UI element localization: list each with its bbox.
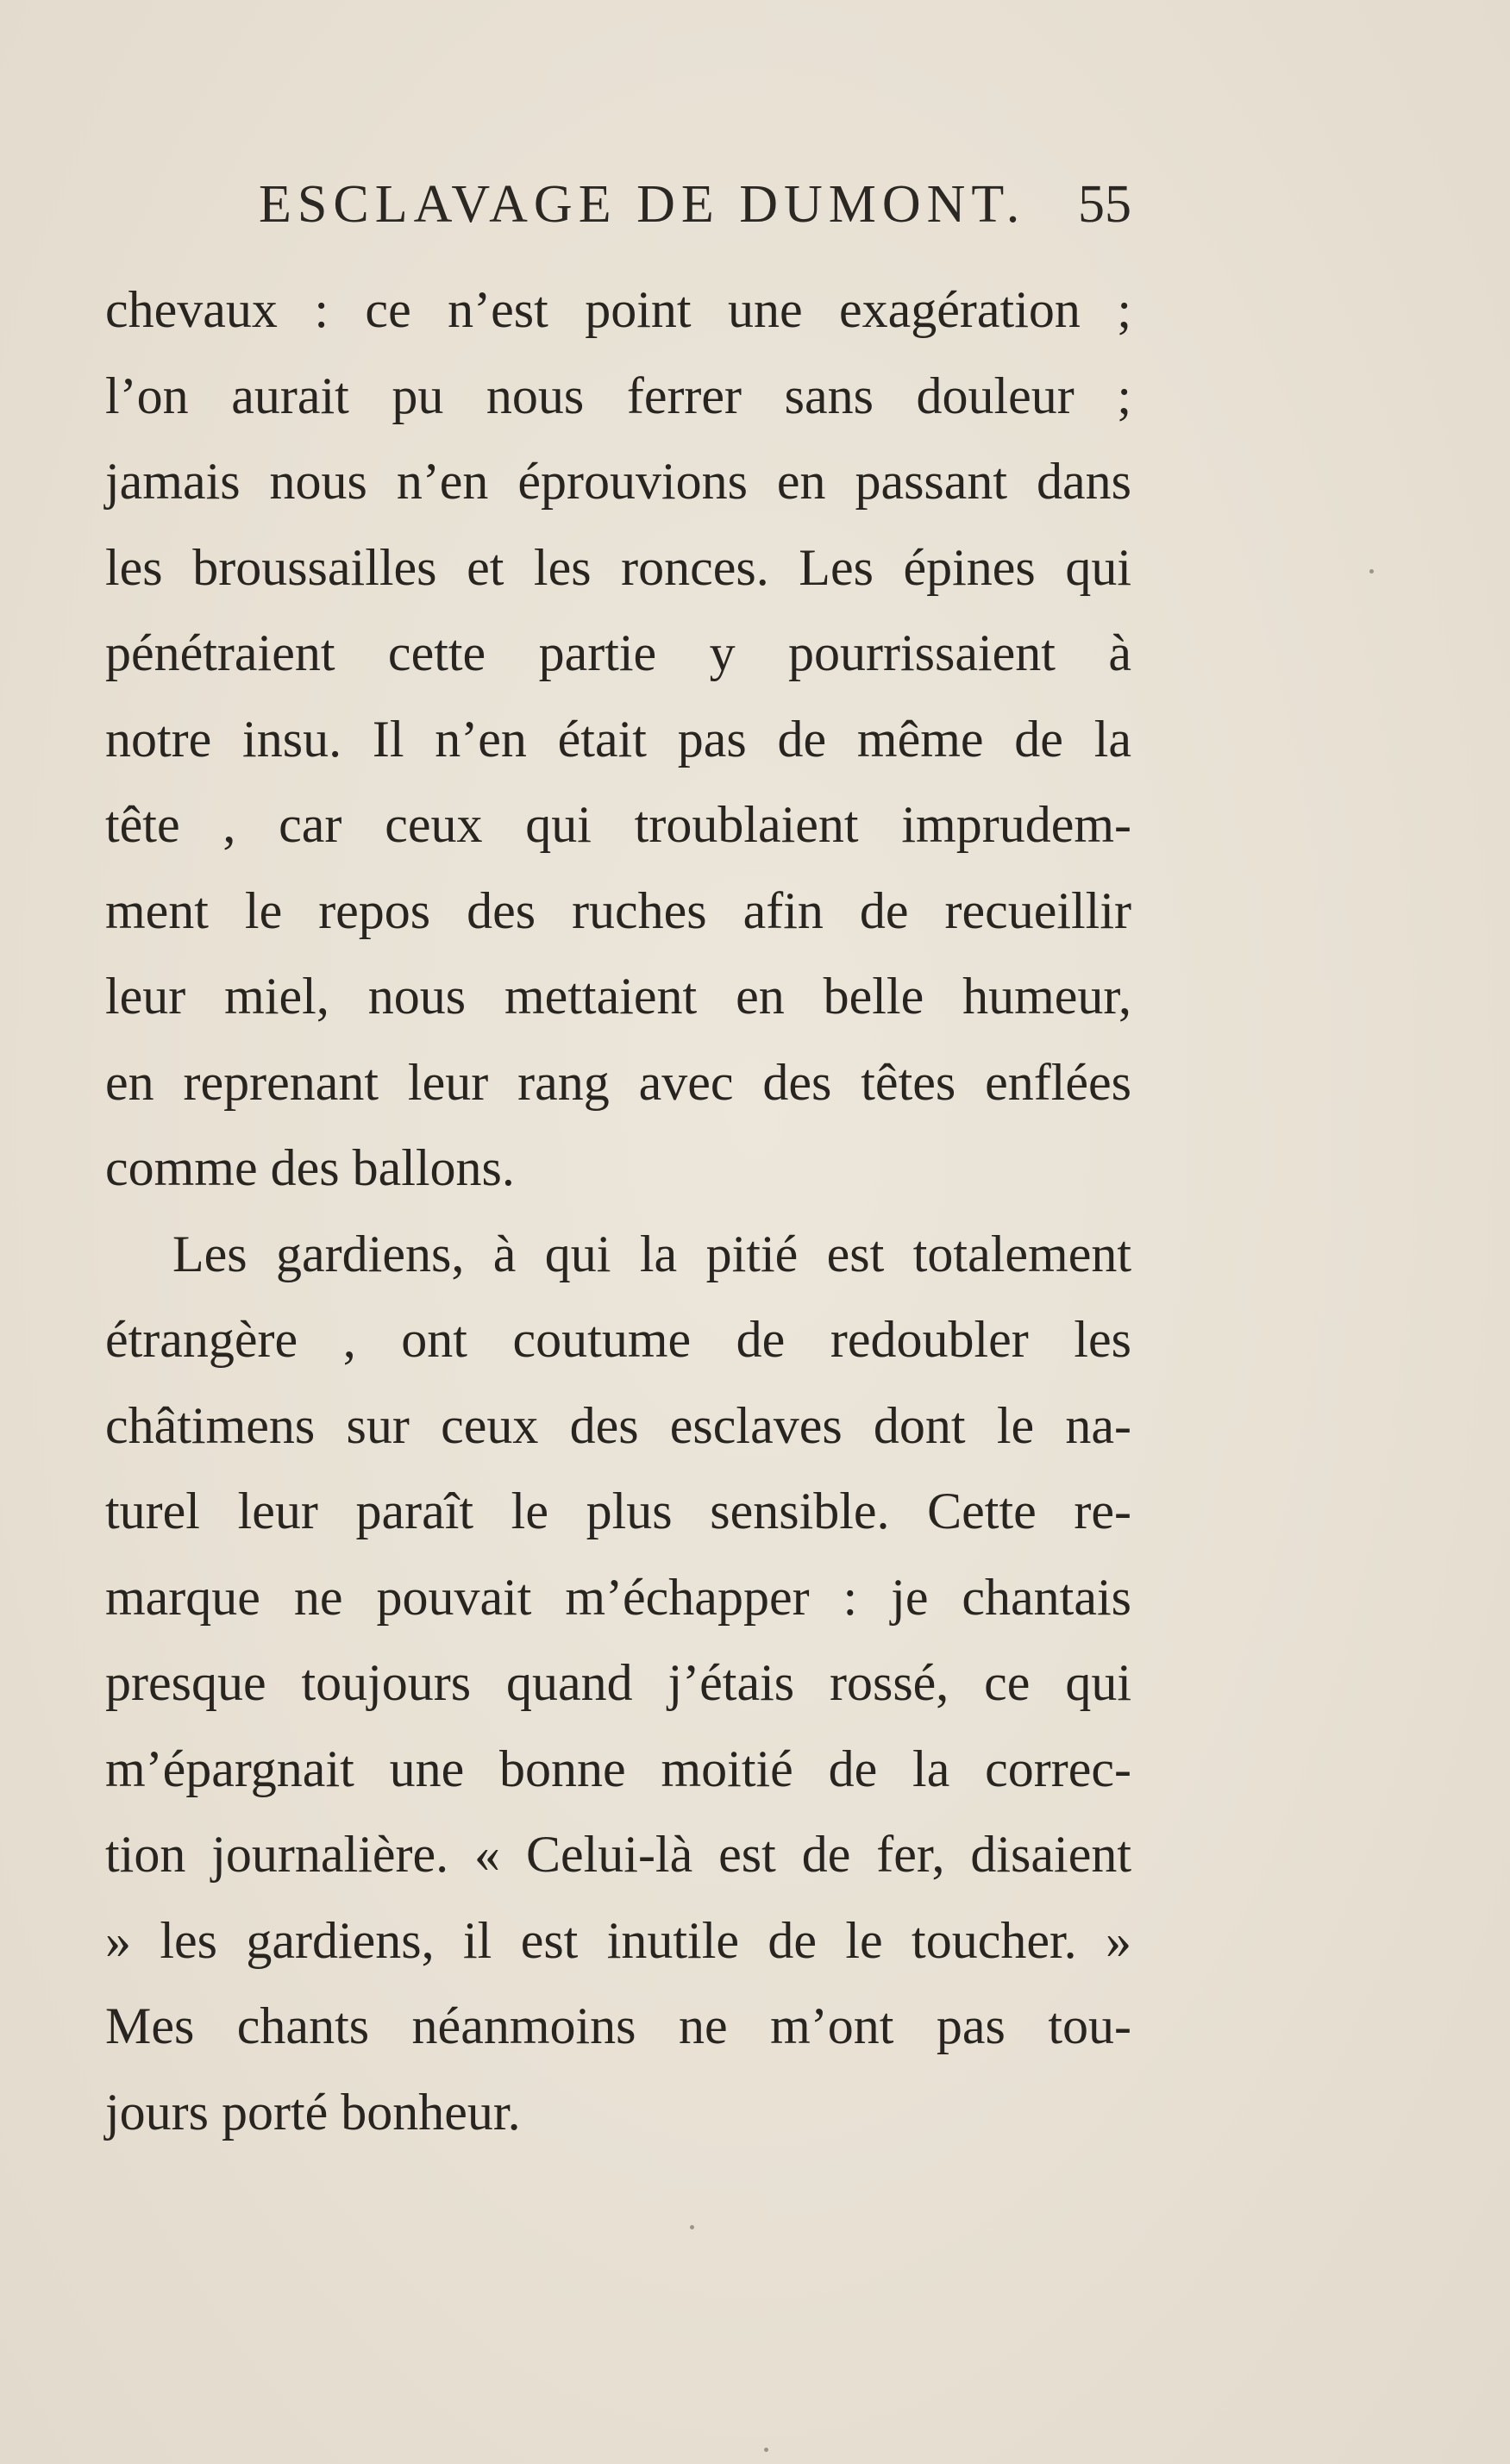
running-title: ESCLAVAGE DE DUMONT. <box>259 175 1026 234</box>
text-line: jamais nous n’en éprouvions en passant dans <box>105 453 1131 510</box>
text-line: Mes chants néanmoins ne m’ont pas tou- <box>105 1997 1131 2054</box>
text-line: les broussailles et les ronces. Les épines qui <box>105 538 1131 596</box>
text-line: presque toujours quand j’étais rossé, ce qui <box>105 1654 1131 1711</box>
page-header <box>259 164 1131 241</box>
text-line: m’épargnait une bonne moitié de la correc- <box>105 1740 1131 1797</box>
text-line: notre insu. Il n’en était pas de même de la <box>105 710 1131 768</box>
text-line: en reprenant leur rang avec des têtes enflées <box>105 1053 1131 1111</box>
text-line: turel leur paraît le plus sensible. Cette re- <box>105 1483 1131 1539</box>
text-line: jours porté bonheur. <box>105 2083 521 2141</box>
text-line: leur miel, nous mettaient en belle humeur, <box>105 968 1131 1025</box>
paper-speck <box>1369 569 1374 574</box>
text-line: châtimens sur ceux des esclaves dont le na- <box>105 1396 1131 1454</box>
paragraph-1 <box>105 267 1131 1212</box>
text-line: chevaux : ce n’est point une exagération ; <box>105 281 1131 338</box>
text-line: étrangère , ont coutume de redoubler les <box>105 1311 1131 1368</box>
paragraph-2 <box>105 1212 1131 2156</box>
paper-speck <box>764 2448 768 2452</box>
text-line: tête , car ceux qui troublaient imprudem- <box>105 796 1131 853</box>
text-line: comme des ballons. <box>105 1139 515 1196</box>
text-line: pénétraient cette partie y pourrissaient à <box>105 624 1131 681</box>
text-line: » les gardiens, il est inutile de le toucher. » <box>105 1911 1131 1969</box>
text-line: Les gardiens, à qui la pitié est totalement <box>172 1225 1131 1282</box>
text-line: marque ne pouvait m’échapper : je chantais <box>105 1568 1131 1626</box>
text-line: ment le repos des ruches afin de recueillir <box>105 881 1131 939</box>
text-line: l’on aurait pu nous ferrer sans douleur ; <box>105 367 1131 424</box>
body-text <box>105 267 1131 2155</box>
paper-speck <box>690 2225 694 2229</box>
text-line: tion journalière. « Celui-là est de fer, disaient <box>105 1826 1131 1883</box>
page-number: 55 <box>1078 175 1131 234</box>
